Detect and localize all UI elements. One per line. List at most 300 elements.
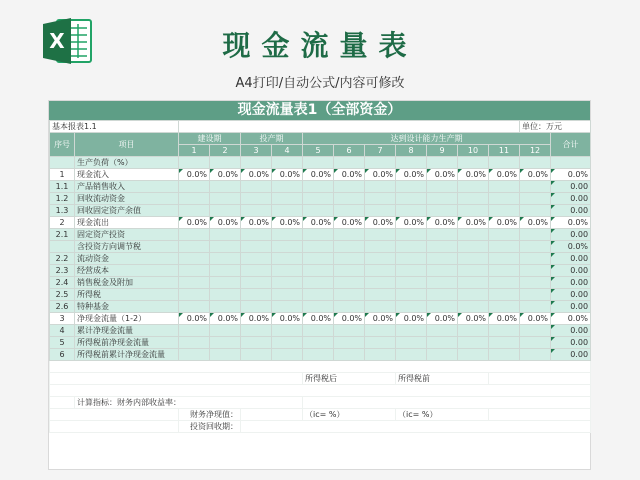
value-cell[interactable] <box>272 289 303 301</box>
value-cell[interactable] <box>179 349 210 361</box>
table-row <box>50 265 591 277</box>
table-row <box>50 193 591 205</box>
value-cell[interactable] <box>520 181 551 193</box>
value-cell[interactable] <box>179 241 210 253</box>
value-cell[interactable] <box>179 289 210 301</box>
value-cell[interactable] <box>427 253 458 265</box>
row-item[interactable]: 现金流出 <box>75 217 179 229</box>
year-header: 8 <box>396 145 427 157</box>
value-cell[interactable]: 0.0% <box>210 217 241 229</box>
year-header: 1 <box>179 145 210 157</box>
value-cell[interactable] <box>334 229 365 241</box>
row-seq: 2 <box>50 217 75 229</box>
footer-cell <box>50 373 303 385</box>
value-cell[interactable] <box>241 253 272 265</box>
total-cell[interactable]: 0.00 <box>551 325 591 337</box>
value-cell[interactable] <box>241 229 272 241</box>
total-cell[interactable]: 0.00 <box>551 289 591 301</box>
value-cell[interactable] <box>489 337 520 349</box>
total-cell[interactable]: 0.00 <box>551 193 591 205</box>
value-cell[interactable] <box>458 325 489 337</box>
value-cell[interactable] <box>489 205 520 217</box>
value-cell[interactable] <box>210 253 241 265</box>
total-cell[interactable]: 0.0% <box>551 169 591 181</box>
header-total: 合计 <box>551 133 591 157</box>
value-cell[interactable]: 0.0% <box>458 217 489 229</box>
value-cell[interactable] <box>272 337 303 349</box>
value-cell[interactable] <box>303 349 334 361</box>
value-cell[interactable] <box>365 157 396 169</box>
total-cell[interactable]: 0.00 <box>551 301 591 313</box>
value-cell[interactable] <box>334 157 365 169</box>
value-cell[interactable]: 0.0% <box>334 169 365 181</box>
value-cell[interactable] <box>365 229 396 241</box>
value-cell[interactable] <box>303 277 334 289</box>
value-cell[interactable] <box>365 325 396 337</box>
row-item[interactable]: 含投资方向调节税 <box>75 241 179 253</box>
year-header: 7 <box>365 145 396 157</box>
value-cell[interactable] <box>241 289 272 301</box>
value-cell[interactable] <box>272 193 303 205</box>
footer-cell <box>489 409 591 421</box>
value-cell[interactable]: 0.0% <box>241 169 272 181</box>
value-cell[interactable] <box>272 253 303 265</box>
row-seq <box>50 241 75 253</box>
year-header: 11 <box>489 145 520 157</box>
value-cell[interactable] <box>489 289 520 301</box>
table-row <box>50 169 591 181</box>
value-cell[interactable] <box>179 229 210 241</box>
value-cell[interactable] <box>334 181 365 193</box>
header-commission: 投产期 <box>241 133 303 145</box>
value-cell[interactable]: 0.0% <box>179 217 210 229</box>
footer-cell <box>50 397 75 409</box>
row-item[interactable]: 产品销售收入 <box>75 181 179 193</box>
value-cell[interactable] <box>303 253 334 265</box>
row-item[interactable]: 销售税金及附加 <box>75 277 179 289</box>
value-cell[interactable] <box>365 301 396 313</box>
value-cell[interactable] <box>520 253 551 265</box>
table-row <box>50 217 591 229</box>
value-cell[interactable] <box>272 205 303 217</box>
value-cell[interactable] <box>334 265 365 277</box>
value-cell[interactable] <box>458 349 489 361</box>
value-cell[interactable] <box>427 241 458 253</box>
page-title: 现金流量表 <box>222 29 418 62</box>
value-cell[interactable] <box>272 301 303 313</box>
value-cell[interactable] <box>179 301 210 313</box>
value-cell[interactable] <box>396 229 427 241</box>
table-row <box>50 289 591 301</box>
footer-row <box>50 421 591 433</box>
value-cell[interactable] <box>520 205 551 217</box>
value-cell[interactable] <box>520 289 551 301</box>
year-header: 3 <box>241 145 272 157</box>
value-cell[interactable] <box>334 325 365 337</box>
header-build: 建设期 <box>179 133 241 145</box>
value-cell[interactable] <box>303 181 334 193</box>
table-row <box>50 325 591 337</box>
row-item[interactable]: 回收流动资金 <box>75 193 179 205</box>
value-cell[interactable] <box>179 181 210 193</box>
value-cell[interactable] <box>272 265 303 277</box>
value-cell[interactable] <box>210 301 241 313</box>
value-cell[interactable] <box>241 301 272 313</box>
value-cell[interactable] <box>489 277 520 289</box>
total-cell[interactable] <box>551 157 591 169</box>
value-cell[interactable] <box>520 265 551 277</box>
value-cell[interactable] <box>427 325 458 337</box>
value-cell[interactable] <box>241 277 272 289</box>
row-seq: 3 <box>50 313 75 325</box>
value-cell[interactable] <box>458 205 489 217</box>
value-cell[interactable] <box>210 157 241 169</box>
value-cell[interactable] <box>520 193 551 205</box>
year-header: 4 <box>272 145 303 157</box>
value-cell[interactable] <box>427 277 458 289</box>
value-cell[interactable] <box>303 205 334 217</box>
value-cell[interactable]: 0.0% <box>365 169 396 181</box>
cashflow-table <box>49 120 591 433</box>
value-cell[interactable] <box>272 229 303 241</box>
value-cell[interactable] <box>427 193 458 205</box>
value-cell[interactable] <box>458 277 489 289</box>
value-cell[interactable] <box>303 193 334 205</box>
total-cell[interactable]: 0.00 <box>551 277 591 289</box>
table-row <box>50 157 591 169</box>
svg-text:X: X <box>49 29 65 53</box>
value-cell[interactable] <box>210 181 241 193</box>
report-no: 基本报表1.1 <box>50 121 179 133</box>
value-cell[interactable]: 0.0% <box>179 313 210 325</box>
ic-before: （ic= %） <box>396 409 489 421</box>
value-cell[interactable] <box>179 265 210 277</box>
value-cell[interactable] <box>520 337 551 349</box>
row-item[interactable]: 生产负荷（%） <box>75 157 179 169</box>
value-cell[interactable] <box>241 241 272 253</box>
value-cell[interactable]: 0.0% <box>272 217 303 229</box>
footer-cell <box>50 421 179 433</box>
value-cell[interactable]: 0.0% <box>365 313 396 325</box>
value-cell[interactable]: 0.0% <box>427 313 458 325</box>
row-seq: 2.4 <box>50 277 75 289</box>
value-cell[interactable] <box>365 181 396 193</box>
value-cell[interactable]: 0.0% <box>396 169 427 181</box>
footer-cell <box>241 409 303 421</box>
row-seq: 1 <box>50 169 75 181</box>
value-cell[interactable] <box>489 229 520 241</box>
value-cell[interactable]: 0.0% <box>272 313 303 325</box>
value-cell[interactable] <box>427 301 458 313</box>
footer-cell <box>50 361 591 373</box>
value-cell[interactable] <box>489 193 520 205</box>
value-cell[interactable] <box>210 289 241 301</box>
value-cell[interactable] <box>241 205 272 217</box>
row-item[interactable]: 累计净现金流量 <box>75 325 179 337</box>
value-cell[interactable] <box>427 181 458 193</box>
value-cell[interactable] <box>210 229 241 241</box>
total-cell[interactable]: 0.00 <box>551 205 591 217</box>
total-cell[interactable]: 0.0% <box>551 313 591 325</box>
value-cell[interactable] <box>458 241 489 253</box>
footer-cell <box>241 421 591 433</box>
footer-row <box>50 409 591 421</box>
value-cell[interactable] <box>179 157 210 169</box>
value-cell[interactable] <box>489 349 520 361</box>
value-cell[interactable] <box>334 301 365 313</box>
row-item[interactable]: 现金流入 <box>75 169 179 181</box>
value-cell[interactable] <box>179 277 210 289</box>
total-cell[interactable]: 0.00 <box>551 265 591 277</box>
table-row <box>50 205 591 217</box>
value-cell[interactable] <box>241 193 272 205</box>
value-cell[interactable] <box>241 181 272 193</box>
value-cell[interactable] <box>303 241 334 253</box>
value-cell[interactable] <box>458 229 489 241</box>
row-seq: 1.1 <box>50 181 75 193</box>
value-cell[interactable] <box>396 253 427 265</box>
footer-cell <box>303 397 591 409</box>
value-cell[interactable]: 0.0% <box>396 217 427 229</box>
value-cell[interactable] <box>520 157 551 169</box>
value-cell[interactable] <box>334 289 365 301</box>
value-cell[interactable] <box>396 349 427 361</box>
value-cell[interactable] <box>303 157 334 169</box>
total-cell[interactable]: 0.0% <box>551 241 591 253</box>
total-cell[interactable]: 0.00 <box>551 253 591 265</box>
value-cell[interactable]: 0.0% <box>489 169 520 181</box>
row-item[interactable]: 特种基金 <box>75 301 179 313</box>
value-cell[interactable] <box>489 325 520 337</box>
value-cell[interactable] <box>210 265 241 277</box>
value-cell[interactable] <box>179 337 210 349</box>
row-item[interactable]: 所得税前累计净现金流量 <box>75 349 179 361</box>
row-item[interactable]: 流动资金 <box>75 253 179 265</box>
value-cell[interactable] <box>396 193 427 205</box>
value-cell[interactable]: 0.0% <box>179 169 210 181</box>
value-cell[interactable] <box>520 241 551 253</box>
value-cell[interactable] <box>427 157 458 169</box>
value-cell[interactable] <box>334 205 365 217</box>
value-cell[interactable] <box>303 289 334 301</box>
value-cell[interactable] <box>396 241 427 253</box>
value-cell[interactable]: 0.0% <box>427 169 458 181</box>
value-cell[interactable]: 0.0% <box>241 313 272 325</box>
value-cell[interactable]: 0.0% <box>334 217 365 229</box>
value-cell[interactable] <box>489 157 520 169</box>
value-cell[interactable]: 0.0% <box>396 313 427 325</box>
footer-cell <box>489 373 591 385</box>
value-cell[interactable] <box>489 181 520 193</box>
header-seq: 序号 <box>50 133 75 157</box>
table-row <box>50 337 591 349</box>
value-cell[interactable] <box>210 277 241 289</box>
value-cell[interactable] <box>427 349 458 361</box>
value-cell[interactable] <box>272 277 303 289</box>
value-cell[interactable] <box>427 289 458 301</box>
value-cell[interactable] <box>272 349 303 361</box>
row-item[interactable]: 所得税 <box>75 289 179 301</box>
value-cell[interactable] <box>427 205 458 217</box>
value-cell[interactable] <box>396 289 427 301</box>
year-header: 6 <box>334 145 365 157</box>
value-cell[interactable]: 0.0% <box>210 313 241 325</box>
value-cell[interactable]: 0.0% <box>303 217 334 229</box>
value-cell[interactable] <box>427 229 458 241</box>
value-cell[interactable] <box>272 241 303 253</box>
value-cell[interactable]: 0.0% <box>520 169 551 181</box>
value-cell[interactable] <box>210 193 241 205</box>
row-item[interactable]: 固定资产投资 <box>75 229 179 241</box>
value-cell[interactable]: 0.0% <box>458 169 489 181</box>
row-item[interactable]: 回收固定资产余值 <box>75 205 179 217</box>
value-cell[interactable] <box>303 337 334 349</box>
value-cell[interactable] <box>520 325 551 337</box>
value-cell[interactable]: 0.0% <box>489 313 520 325</box>
page-subtitle: A4打印/自动公式/内容可修改 <box>235 76 405 91</box>
value-cell[interactable] <box>241 157 272 169</box>
value-cell[interactable] <box>396 337 427 349</box>
row-seq: 1.2 <box>50 193 75 205</box>
payback-label: 投资回收期： <box>179 421 241 433</box>
value-cell[interactable] <box>272 181 303 193</box>
row-item[interactable]: 净现金流量（1-2） <box>75 313 179 325</box>
value-cell[interactable] <box>334 241 365 253</box>
value-cell[interactable] <box>365 289 396 301</box>
value-cell[interactable] <box>179 325 210 337</box>
value-cell[interactable] <box>303 265 334 277</box>
value-cell[interactable] <box>396 205 427 217</box>
footer-cell <box>50 385 591 397</box>
value-cell[interactable] <box>334 253 365 265</box>
row-item[interactable]: 经营成本 <box>75 265 179 277</box>
npv-label: 财务净现值： <box>179 409 241 421</box>
footer-row <box>50 373 591 385</box>
value-cell[interactable] <box>210 337 241 349</box>
table-row <box>50 301 591 313</box>
total-cell[interactable]: 0.0% <box>551 217 591 229</box>
value-cell[interactable] <box>458 337 489 349</box>
value-cell[interactable]: 0.0% <box>334 313 365 325</box>
row-seq: 4 <box>50 325 75 337</box>
value-cell[interactable] <box>396 157 427 169</box>
year-header: 5 <box>303 145 334 157</box>
value-cell[interactable] <box>489 301 520 313</box>
value-cell[interactable] <box>520 349 551 361</box>
value-cell[interactable] <box>365 349 396 361</box>
value-cell[interactable] <box>210 349 241 361</box>
value-cell[interactable] <box>210 325 241 337</box>
value-cell[interactable] <box>179 205 210 217</box>
value-cell[interactable] <box>365 253 396 265</box>
spreadsheet <box>48 100 591 470</box>
value-cell[interactable] <box>303 301 334 313</box>
value-cell[interactable] <box>489 241 520 253</box>
value-cell[interactable] <box>458 181 489 193</box>
value-cell[interactable] <box>458 301 489 313</box>
value-cell[interactable] <box>520 301 551 313</box>
value-cell[interactable]: 0.0% <box>520 217 551 229</box>
value-cell[interactable] <box>241 349 272 361</box>
value-cell[interactable] <box>489 253 520 265</box>
value-cell[interactable]: 0.0% <box>458 313 489 325</box>
value-cell[interactable]: 0.0% <box>427 217 458 229</box>
table-row <box>50 277 591 289</box>
value-cell[interactable] <box>520 277 551 289</box>
value-cell[interactable] <box>303 325 334 337</box>
value-cell[interactable]: 0.0% <box>210 169 241 181</box>
year-header: 10 <box>458 145 489 157</box>
value-cell[interactable] <box>179 193 210 205</box>
value-cell[interactable]: 0.0% <box>489 217 520 229</box>
value-cell[interactable] <box>458 157 489 169</box>
value-cell[interactable]: 0.0% <box>520 313 551 325</box>
value-cell[interactable] <box>210 205 241 217</box>
sheet-title: 现金流量表1（全部资金） <box>49 101 590 120</box>
value-cell[interactable] <box>365 205 396 217</box>
value-cell[interactable] <box>365 193 396 205</box>
value-cell[interactable] <box>365 241 396 253</box>
row-seq: 1.3 <box>50 205 75 217</box>
value-cell[interactable] <box>334 349 365 361</box>
value-cell[interactable] <box>334 337 365 349</box>
value-cell[interactable] <box>396 325 427 337</box>
row-item[interactable]: 所得税前净现金流量 <box>75 337 179 349</box>
row-seq: 2.1 <box>50 229 75 241</box>
value-cell[interactable] <box>396 301 427 313</box>
value-cell[interactable] <box>458 193 489 205</box>
value-cell[interactable] <box>210 241 241 253</box>
value-cell[interactable] <box>272 325 303 337</box>
total-cell[interactable]: 0.00 <box>551 181 591 193</box>
value-cell[interactable]: 0.0% <box>365 217 396 229</box>
total-cell[interactable]: 0.00 <box>551 349 591 361</box>
value-cell[interactable] <box>241 337 272 349</box>
value-cell[interactable] <box>334 277 365 289</box>
value-cell[interactable] <box>458 265 489 277</box>
value-cell[interactable] <box>303 229 334 241</box>
value-cell[interactable] <box>334 193 365 205</box>
value-cell[interactable] <box>365 337 396 349</box>
table-row <box>50 229 591 241</box>
row-seq: 2.5 <box>50 289 75 301</box>
value-cell[interactable] <box>365 277 396 289</box>
table-row <box>50 349 591 361</box>
value-cell[interactable] <box>427 337 458 349</box>
value-cell[interactable] <box>396 181 427 193</box>
value-cell[interactable] <box>427 265 458 277</box>
value-cell[interactable] <box>458 253 489 265</box>
value-cell[interactable] <box>396 277 427 289</box>
value-cell[interactable] <box>365 265 396 277</box>
value-cell[interactable]: 0.0% <box>303 169 334 181</box>
value-cell[interactable] <box>458 289 489 301</box>
value-cell[interactable] <box>241 265 272 277</box>
table-row <box>50 313 591 325</box>
value-cell[interactable] <box>396 265 427 277</box>
value-cell[interactable] <box>520 229 551 241</box>
total-cell[interactable]: 0.00 <box>551 337 591 349</box>
value-cell[interactable]: 0.0% <box>303 313 334 325</box>
value-cell[interactable] <box>489 265 520 277</box>
value-cell[interactable] <box>241 325 272 337</box>
value-cell[interactable] <box>272 157 303 169</box>
total-cell[interactable]: 0.00 <box>551 229 591 241</box>
value-cell[interactable]: 0.0% <box>241 217 272 229</box>
after-tax-label: 所得税后 <box>303 373 396 385</box>
value-cell[interactable]: 0.0% <box>272 169 303 181</box>
value-cell[interactable] <box>179 253 210 265</box>
